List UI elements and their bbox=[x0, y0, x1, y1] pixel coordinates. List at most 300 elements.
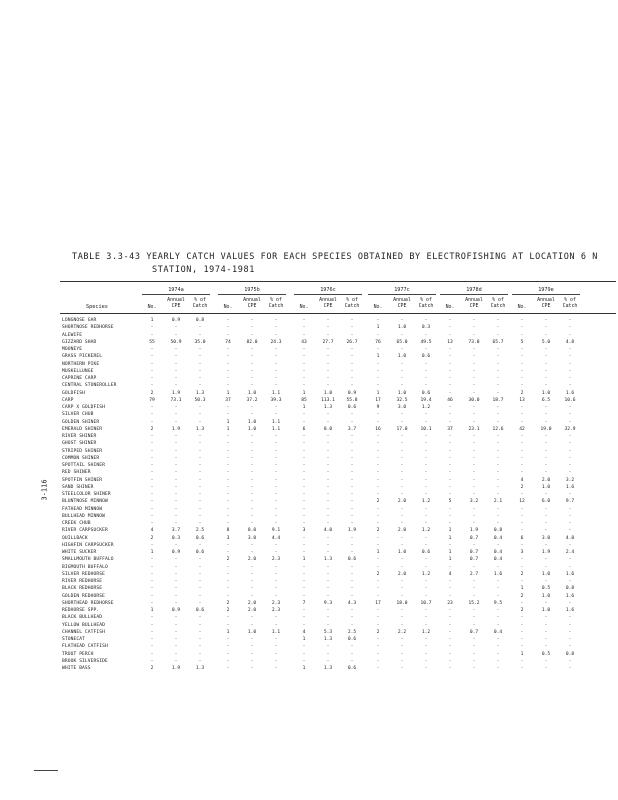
table-row bbox=[0, 333, 618, 340]
table-cell: - bbox=[376, 383, 380, 389]
table-cell: - bbox=[250, 484, 254, 490]
table-cell: - bbox=[150, 434, 154, 439]
table-cell: - bbox=[424, 644, 428, 650]
table-cell: - bbox=[568, 600, 572, 606]
table-cell: - bbox=[326, 535, 330, 541]
table-cell: - bbox=[302, 521, 306, 526]
table-cell: - bbox=[544, 615, 548, 621]
table-cell: - bbox=[448, 455, 452, 461]
table-cell: - bbox=[226, 383, 230, 389]
table-cell: - bbox=[198, 455, 202, 461]
table-cell: 26.7 bbox=[346, 339, 358, 345]
table-cell: 0.5 bbox=[541, 586, 551, 592]
table-cell: - bbox=[302, 651, 306, 657]
table-cell: - bbox=[448, 419, 452, 425]
table-cell: - bbox=[568, 557, 572, 563]
table-cell: 1 bbox=[302, 666, 306, 671]
table-cell: - bbox=[198, 361, 202, 367]
table-cell: - bbox=[544, 557, 548, 563]
table-cell: - bbox=[448, 506, 452, 512]
table-cell: - bbox=[400, 318, 404, 323]
table-cell: 0.4 bbox=[493, 557, 503, 563]
table-cell: - bbox=[496, 666, 500, 671]
table-cell: - bbox=[376, 470, 380, 476]
table-cell: - bbox=[544, 376, 548, 381]
table-cell: - bbox=[544, 564, 548, 570]
table-row bbox=[0, 318, 618, 325]
table-cell: - bbox=[448, 405, 452, 410]
table-cell: - bbox=[326, 615, 330, 621]
table-cell: 12 bbox=[519, 499, 525, 505]
species-name: FATHEAD MINNOW bbox=[62, 506, 103, 512]
table-cell: - bbox=[174, 513, 178, 519]
table-cell: 1.0 bbox=[541, 484, 551, 490]
table-cell: 3.7 bbox=[347, 426, 357, 432]
table-cell: - bbox=[198, 492, 202, 497]
table-cell: - bbox=[424, 368, 428, 374]
column-header: Annual CPE bbox=[537, 297, 555, 309]
table-cell: 2 bbox=[520, 571, 524, 577]
table-cell: - bbox=[520, 521, 524, 526]
table-row bbox=[0, 383, 618, 390]
table-row bbox=[0, 594, 618, 601]
table-cell: - bbox=[274, 484, 278, 490]
table-cell: - bbox=[198, 600, 202, 606]
table-cell: 30.0 bbox=[468, 397, 480, 403]
species-name: BROOK SILVERSIDE bbox=[62, 658, 108, 664]
table-cell: 1.0 bbox=[247, 629, 257, 635]
column-header: No. bbox=[373, 304, 383, 310]
table-cell: - bbox=[472, 354, 476, 360]
table-cell: - bbox=[174, 637, 178, 642]
table-cell: 2 bbox=[150, 535, 154, 541]
table-cell: - bbox=[302, 383, 306, 389]
table-cell: - bbox=[350, 368, 354, 374]
table-cell: - bbox=[472, 615, 476, 621]
table-cell: 19.4 bbox=[420, 397, 432, 403]
table-row bbox=[0, 550, 618, 557]
table-cell: - bbox=[326, 550, 330, 555]
table-cell: - bbox=[400, 383, 404, 389]
table-cell: 2.3 bbox=[271, 600, 281, 606]
table-cell: - bbox=[496, 354, 500, 360]
column-header: % of Catch bbox=[344, 297, 360, 309]
table-cell: - bbox=[250, 354, 254, 360]
table-cell: - bbox=[226, 477, 230, 483]
table-cell: - bbox=[198, 658, 202, 664]
table-cell: - bbox=[376, 658, 380, 664]
table-cell: - bbox=[496, 608, 500, 613]
table-cell: 2 bbox=[520, 390, 524, 396]
table-cell: - bbox=[174, 600, 178, 606]
column-header: No. bbox=[147, 304, 157, 310]
table-cell: 1 bbox=[302, 557, 306, 563]
table-row bbox=[0, 615, 618, 622]
table-cell: - bbox=[250, 434, 254, 439]
table-cell: - bbox=[400, 376, 404, 381]
table-cell: - bbox=[150, 651, 154, 657]
table-cell: - bbox=[376, 615, 380, 621]
table-cell: - bbox=[448, 463, 452, 468]
species-name: CREEK CHUB bbox=[62, 521, 91, 526]
species-name: CENTRAL STONEROLLER bbox=[62, 383, 117, 389]
table-cell: - bbox=[568, 666, 572, 671]
table-cell: - bbox=[544, 506, 548, 512]
table-cell: - bbox=[150, 615, 154, 621]
table-cell: - bbox=[250, 412, 254, 418]
table-cell: 3 bbox=[520, 550, 524, 555]
table-cell: - bbox=[472, 347, 476, 352]
table-cell: - bbox=[472, 579, 476, 584]
table-cell: - bbox=[448, 564, 452, 570]
table-row bbox=[0, 659, 618, 666]
table-cell: - bbox=[326, 579, 330, 584]
table-cell: 2 bbox=[376, 571, 380, 577]
table-cell: - bbox=[174, 564, 178, 570]
table-cell: - bbox=[198, 347, 202, 352]
table-cell: 6 bbox=[520, 535, 524, 541]
table-cell: - bbox=[150, 455, 154, 461]
table-cell: 2 bbox=[150, 426, 154, 432]
table-cell: - bbox=[568, 419, 572, 425]
table-cell: - bbox=[400, 586, 404, 592]
table-cell: - bbox=[350, 521, 354, 526]
table-cell: - bbox=[472, 332, 476, 338]
table-cell: - bbox=[472, 419, 476, 425]
table-cell: - bbox=[448, 608, 452, 613]
table-cell: - bbox=[568, 368, 572, 374]
table-cell: - bbox=[520, 455, 524, 461]
table-cell: - bbox=[376, 347, 380, 352]
table-cell: - bbox=[376, 637, 380, 642]
table-cell: 6.0 bbox=[541, 499, 551, 505]
table-cell: - bbox=[472, 651, 476, 657]
table-cell: - bbox=[400, 470, 404, 476]
table-cell: - bbox=[250, 615, 254, 621]
table-cell: - bbox=[226, 318, 230, 323]
table-cell: - bbox=[302, 542, 306, 548]
table-cell: - bbox=[274, 513, 278, 519]
table-cell: - bbox=[150, 325, 154, 331]
table-cell: 76 bbox=[375, 339, 381, 345]
table-cell: - bbox=[400, 448, 404, 454]
table-cell: 0.6 bbox=[195, 535, 205, 541]
table-cell: - bbox=[472, 586, 476, 592]
table-cell: - bbox=[424, 383, 428, 389]
table-cell: - bbox=[326, 651, 330, 657]
table-cell: - bbox=[350, 332, 354, 338]
table-cell: - bbox=[472, 484, 476, 490]
table-cell: - bbox=[448, 492, 452, 497]
table-cell: - bbox=[376, 542, 380, 548]
table-cell: - bbox=[544, 463, 548, 468]
table-cell: - bbox=[226, 579, 230, 584]
table-cell: - bbox=[568, 521, 572, 526]
table-cell: - bbox=[376, 666, 380, 671]
table-cell: 55.8 bbox=[346, 397, 358, 403]
table-cell: 1.0 bbox=[323, 390, 333, 396]
table-cell: - bbox=[326, 383, 330, 389]
species-name: BIGMOUTH BUFFALO bbox=[62, 564, 108, 570]
table-cell: - bbox=[226, 622, 230, 628]
table-cell: - bbox=[448, 325, 452, 331]
table-cell: - bbox=[302, 564, 306, 570]
table-cell: - bbox=[274, 448, 278, 454]
table-cell: 0.7 bbox=[469, 550, 479, 555]
table-cell: - bbox=[226, 571, 230, 577]
table-cell: - bbox=[376, 332, 380, 338]
table-cell: - bbox=[302, 586, 306, 592]
table-cell: - bbox=[424, 506, 428, 512]
table-cell: - bbox=[350, 564, 354, 570]
table-cell: - bbox=[544, 513, 548, 519]
table-cell: - bbox=[424, 455, 428, 461]
table-row bbox=[0, 572, 618, 579]
table-cell: - bbox=[400, 463, 404, 468]
table-cell: - bbox=[472, 564, 476, 570]
species-name: MOONEYE bbox=[62, 347, 83, 352]
table-cell: - bbox=[226, 506, 230, 512]
table-cell: - bbox=[302, 434, 306, 439]
table-cell: 85 bbox=[301, 397, 307, 403]
table-cell: - bbox=[274, 325, 278, 331]
table-cell: 19.0 bbox=[540, 426, 552, 432]
table-row bbox=[0, 623, 618, 630]
table-cell: 1.0 bbox=[247, 426, 257, 432]
table-cell: - bbox=[496, 463, 500, 468]
table-cell: - bbox=[226, 593, 230, 599]
table-cell: - bbox=[198, 383, 202, 389]
table-cell: - bbox=[400, 608, 404, 613]
table-cell: - bbox=[302, 419, 306, 425]
table-cell: - bbox=[174, 521, 178, 526]
table-cell: - bbox=[568, 658, 572, 664]
table-cell: - bbox=[472, 441, 476, 447]
table-cell: - bbox=[250, 658, 254, 664]
table-cell: 1.9 bbox=[347, 528, 357, 534]
table-cell: 0.8 bbox=[195, 318, 205, 323]
table-cell: 1.3 bbox=[195, 666, 205, 671]
table-cell: - bbox=[274, 347, 278, 352]
table-cell: 0.6 bbox=[195, 550, 205, 555]
species-name: CARP bbox=[62, 397, 74, 403]
table-cell: - bbox=[376, 376, 380, 381]
table-cell: - bbox=[302, 622, 306, 628]
species-name: GOLDEN REDHORSE bbox=[62, 593, 105, 599]
table-cell: 2 bbox=[376, 528, 380, 534]
table-cell: - bbox=[174, 658, 178, 664]
table-cell: - bbox=[520, 470, 524, 476]
table-cell: - bbox=[198, 637, 202, 642]
table-cell: 0.4 bbox=[493, 629, 503, 635]
table-cell: 2 bbox=[150, 390, 154, 396]
table-cell: 3 bbox=[226, 535, 230, 541]
table-cell: - bbox=[274, 434, 278, 439]
table-cell: - bbox=[424, 419, 428, 425]
table-cell: - bbox=[350, 492, 354, 497]
table-cell: - bbox=[226, 550, 230, 555]
table-cell: - bbox=[376, 644, 380, 650]
species-column-header: Species bbox=[86, 304, 108, 310]
species-name: RIVER CARPSUCKER bbox=[62, 528, 108, 534]
table-cell: 1.0 bbox=[541, 593, 551, 599]
table-cell: - bbox=[376, 419, 380, 425]
table-cell: - bbox=[350, 318, 354, 323]
table-cell: - bbox=[496, 455, 500, 461]
table-cell: - bbox=[376, 608, 380, 613]
table-cell: - bbox=[150, 477, 154, 483]
table-cell: - bbox=[326, 361, 330, 367]
table-cell: 10.1 bbox=[420, 426, 432, 432]
table-cell: 3.0 bbox=[397, 405, 407, 410]
species-name: WHITE SUCKER bbox=[62, 550, 97, 555]
table-cell: - bbox=[400, 521, 404, 526]
column-header: % of Catch bbox=[418, 297, 434, 309]
table-cell: 15.2 bbox=[468, 600, 480, 606]
table-cell: - bbox=[520, 325, 524, 331]
table-cell: - bbox=[226, 484, 230, 490]
table-cell: 9 bbox=[376, 405, 380, 410]
table-cell: - bbox=[424, 332, 428, 338]
table-cell: - bbox=[174, 484, 178, 490]
table-cell: - bbox=[302, 506, 306, 512]
table-cell: - bbox=[520, 419, 524, 425]
table-cell: - bbox=[424, 542, 428, 548]
table-row bbox=[0, 441, 618, 448]
table-cell: - bbox=[274, 470, 278, 476]
table-cell: - bbox=[448, 484, 452, 490]
table-cell: - bbox=[496, 615, 500, 621]
table-cell: - bbox=[326, 455, 330, 461]
table-cell: - bbox=[544, 347, 548, 352]
table-cell: 1.0 bbox=[397, 550, 407, 555]
table-cell: - bbox=[544, 419, 548, 425]
table-cell: - bbox=[424, 579, 428, 584]
table-cell: 1 bbox=[302, 390, 306, 396]
table-row bbox=[0, 354, 618, 361]
table-cell: - bbox=[326, 332, 330, 338]
table-cell: - bbox=[198, 470, 202, 476]
species-name: RIVER SHINER bbox=[62, 434, 97, 439]
table-cell: - bbox=[544, 666, 548, 671]
column-header: No. bbox=[445, 304, 455, 310]
table-cell: 35.0 bbox=[194, 339, 206, 345]
table-cell: - bbox=[350, 441, 354, 447]
table-cell: 10.6 bbox=[564, 397, 576, 403]
table-cell: 1 bbox=[376, 325, 380, 331]
table-cell: - bbox=[424, 376, 428, 381]
table-cell: 17.0 bbox=[396, 426, 408, 432]
table-cell: - bbox=[174, 354, 178, 360]
table-cell: - bbox=[150, 600, 154, 606]
table-cell: 9.5 bbox=[493, 600, 503, 606]
table-cell: 0.8 bbox=[565, 651, 575, 657]
table-cell: - bbox=[544, 600, 548, 606]
table-cell: 1.1 bbox=[271, 426, 281, 432]
table-cell: 3.0 bbox=[541, 535, 551, 541]
table-cell: - bbox=[150, 332, 154, 338]
table-cell: - bbox=[250, 579, 254, 584]
table-cell: - bbox=[250, 564, 254, 570]
table-cell: - bbox=[174, 412, 178, 418]
column-header: Annual CPE bbox=[393, 297, 411, 309]
table-cell: - bbox=[568, 637, 572, 642]
table-cell: - bbox=[544, 637, 548, 642]
table-cell: - bbox=[472, 637, 476, 642]
table-cell: - bbox=[302, 318, 306, 323]
table-cell: - bbox=[544, 448, 548, 454]
table-cell: - bbox=[400, 434, 404, 439]
table-cell: - bbox=[302, 658, 306, 664]
table-cell: - bbox=[274, 542, 278, 548]
table-cell: 1.1 bbox=[271, 419, 281, 425]
table-cell: - bbox=[150, 354, 154, 360]
table-cell: - bbox=[568, 412, 572, 418]
table-cell: - bbox=[326, 441, 330, 447]
table-cell: - bbox=[520, 412, 524, 418]
species-name: EMERALD SHINER bbox=[62, 426, 103, 432]
table-cell: - bbox=[198, 419, 202, 425]
column-header: % of Catch bbox=[490, 297, 506, 309]
table-cell: - bbox=[174, 434, 178, 439]
table-cell: - bbox=[174, 499, 178, 505]
table-cell: - bbox=[198, 325, 202, 331]
table-cell: 1.0 bbox=[247, 390, 257, 396]
table-cell: - bbox=[520, 354, 524, 360]
species-name: CAPRINE CARP bbox=[62, 376, 97, 381]
table-cell: - bbox=[174, 332, 178, 338]
table-cell: - bbox=[326, 571, 330, 577]
page-number: 3-116 bbox=[40, 479, 49, 501]
table-cell: - bbox=[250, 405, 254, 410]
table-cell: - bbox=[448, 521, 452, 526]
table-cell: - bbox=[350, 579, 354, 584]
table-cell: - bbox=[544, 579, 548, 584]
table-cell: 0.3 bbox=[171, 535, 181, 541]
table-cell: - bbox=[400, 368, 404, 374]
table-cell: - bbox=[226, 455, 230, 461]
table-cell: - bbox=[376, 434, 380, 439]
table-cell: - bbox=[544, 383, 548, 389]
table-cell: 1.6 bbox=[565, 593, 575, 599]
table-cell: - bbox=[520, 564, 524, 570]
table-cell: - bbox=[400, 651, 404, 657]
table-cell: - bbox=[448, 586, 452, 592]
species-name: RED SHINER bbox=[62, 470, 91, 476]
table-cell: - bbox=[150, 347, 154, 352]
table-cell: - bbox=[496, 347, 500, 352]
table-cell: 1.9 bbox=[171, 426, 181, 432]
table-cell: - bbox=[226, 637, 230, 642]
table-cell: - bbox=[400, 332, 404, 338]
species-name: FLATHEAD CATFISH bbox=[62, 644, 108, 650]
table-cell: 4 bbox=[150, 528, 154, 534]
column-header: No. bbox=[299, 304, 309, 310]
table-cell: - bbox=[424, 666, 428, 671]
table-cell: 1 bbox=[448, 528, 452, 534]
table-cell: - bbox=[496, 513, 500, 519]
table-cell: - bbox=[472, 376, 476, 381]
table-cell: - bbox=[424, 361, 428, 367]
table-cell: - bbox=[496, 492, 500, 497]
table-cell: 1.2 bbox=[421, 629, 431, 635]
table-cell: - bbox=[350, 542, 354, 548]
species-name: BULLHEAD MINNOW bbox=[62, 513, 105, 519]
table-cell: 1 bbox=[376, 354, 380, 360]
table-cell: - bbox=[150, 463, 154, 468]
table-cell: 37.2 bbox=[246, 397, 258, 403]
table-cell: 7 bbox=[302, 600, 306, 606]
